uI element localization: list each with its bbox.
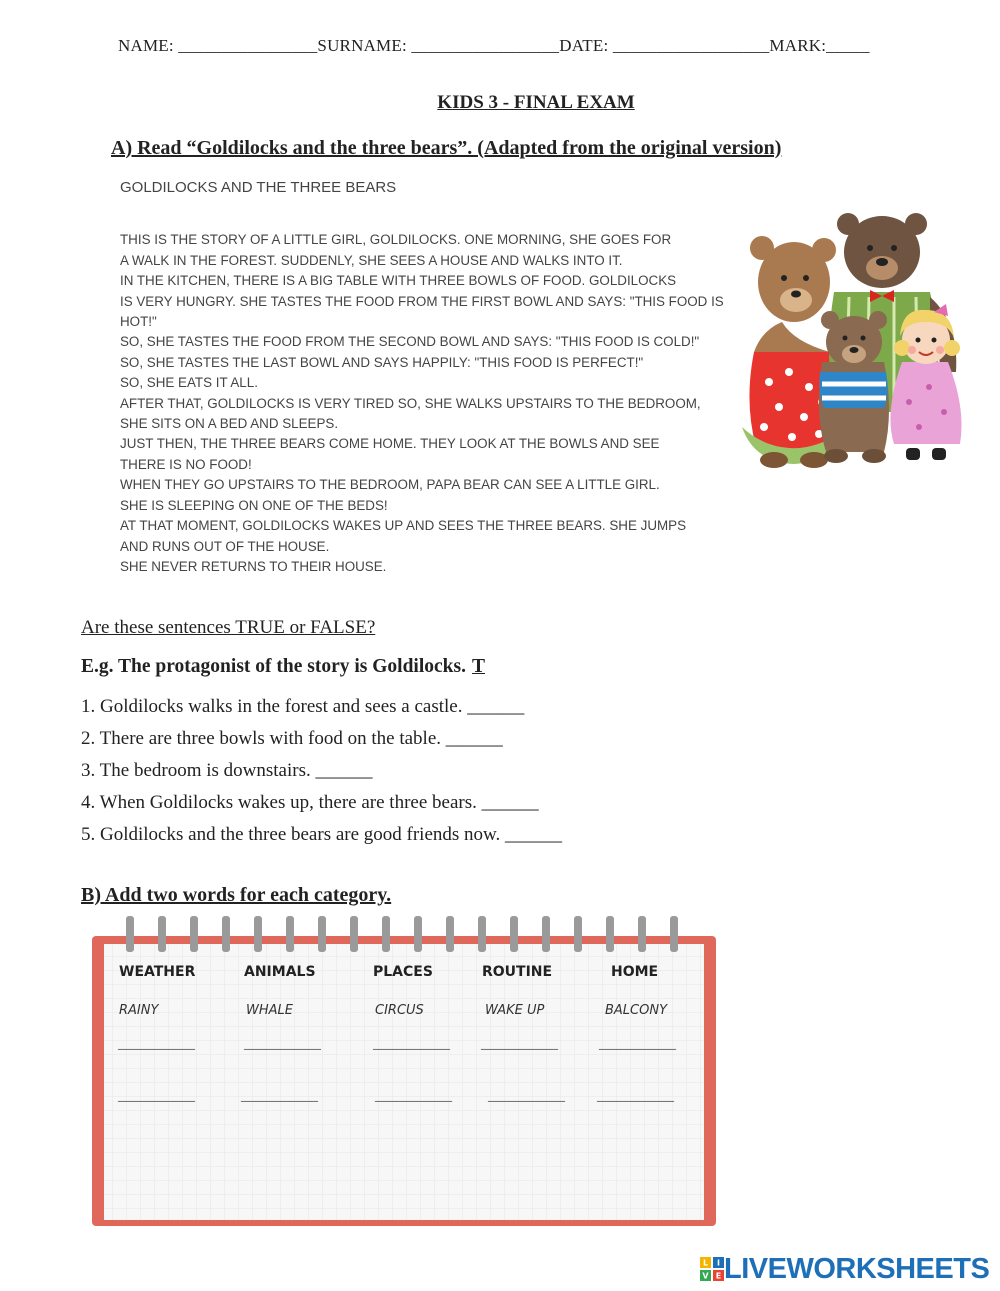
- liveworksheets-logo[interactable]: [700, 1254, 989, 1284]
- blank-weather-1[interactable]: ___________: [118, 1037, 195, 1052]
- category-places: PLACES: [373, 964, 433, 980]
- story-line: SO, SHE TASTES THE LAST BOWL AND SAYS HAPPILY: "THIS FOOD IS PERFECT!": [120, 354, 644, 370]
- story-line: A WALK IN THE FOREST. SUDDENLY, SHE SEES A HOUSE AND WALKS INTO IT.: [120, 252, 623, 268]
- story-line: AFTER THAT, GOLDILOCKS IS VERY TIRED SO, SHE WALKS UPSTAIRS TO THE BEDROOM,: [120, 395, 701, 411]
- blank-home-2[interactable]: ___________: [597, 1089, 674, 1104]
- category-routine: ROUTINE: [482, 964, 553, 980]
- story-line: IN THE KITCHEN, THERE IS A BIG TABLE WITH THREE BOWLS OF FOOD. GOLDILOCKS: [120, 273, 677, 289]
- student-info-header: NAME: ________________SURNAME: _________________DATE: __________________MARK:_____: [118, 36, 870, 55]
- example-home: BALCONY: [605, 1003, 668, 1018]
- blank-routine-1[interactable]: ___________: [481, 1037, 558, 1052]
- story-line: WHEN THEY GO UPSTAIRS TO THE BEDROOM, PAPA BEAR CAN SEE A LITTLE GIRL.: [120, 477, 660, 493]
- liveworksheets-icon: [700, 1257, 724, 1281]
- story-line: SHE IS SLEEPING ON ONE OF THE BEDS!: [120, 497, 388, 513]
- question-4[interactable]: 4. When Goldilocks wakes up, there are three bears. ______: [81, 792, 539, 813]
- example-answer: T: [471, 656, 485, 677]
- blank-weather-2[interactable]: ___________: [118, 1089, 195, 1104]
- story-text: [120, 178, 730, 577]
- story-line: THIS IS THE STORY OF A LITTLE GIRL, GOLDILOCKS. ONE MORNING, SHE GOES FOR: [120, 232, 672, 248]
- example-weather: RAINY: [119, 1003, 159, 1018]
- true-false-instructions: Are these sentences TRUE or FALSE?: [81, 617, 376, 638]
- category-animals: ANIMALS: [244, 964, 316, 980]
- story-line: JUST THEN, THE THREE BEARS COME HOME. THEY LOOK AT THE BOWLS AND SEE: [120, 436, 660, 452]
- story-line: SHE SITS ON A BED AND SLEEPS.: [120, 416, 339, 432]
- question-1[interactable]: 1. Goldilocks walks in the forest and sees a castle. ______: [81, 696, 525, 717]
- blank-routine-2[interactable]: ___________: [488, 1089, 565, 1104]
- question-5[interactable]: 5. Goldilocks and the three bears are good friends now. ______: [81, 824, 563, 845]
- story-line: AT THAT MOMENT, GOLDILOCKS WAKES UP AND SEES THE THREE BEARS. SHE JUMPS: [120, 518, 687, 534]
- story-line: THERE IS NO FOOD!: [120, 456, 252, 472]
- example-routine: WAKE UP: [485, 1003, 545, 1018]
- story-line: IS VERY HUNGRY. SHE TASTES THE FOOD FROM THE FIRST BOWL AND SAYS: "THIS FOOD IS: [120, 293, 724, 309]
- liveworksheets-wordmark: LIVEWORKSHEETS: [724, 1253, 990, 1285]
- category-weather: WEATHER: [119, 964, 196, 980]
- example-animals: WHALE: [246, 1003, 293, 1018]
- blank-places-1[interactable]: ___________: [373, 1037, 450, 1052]
- story-title: GOLDILOCKS AND THE THREE BEARS: [120, 179, 397, 196]
- example-sentence: [81, 656, 485, 678]
- logo-letter: V: [702, 1271, 709, 1281]
- logo-letter: I: [717, 1258, 720, 1268]
- three-bears-illustration: [734, 212, 968, 476]
- question-3[interactable]: 3. The bedroom is downstairs. ______: [81, 760, 373, 781]
- section-b-heading: B) Add two words for each category.: [81, 884, 392, 906]
- category-home: HOME: [611, 964, 659, 980]
- page-title: KIDS 3 - FINAL EXAM: [437, 92, 635, 113]
- question-2[interactable]: 2. There are three bowls with food on the table. ______: [81, 728, 503, 749]
- example-text: E.g. The protagonist of the story is Goldilocks.: [81, 656, 466, 677]
- example-places: CIRCUS: [375, 1003, 424, 1018]
- story-line: SHE NEVER RETURNS TO THEIR HOUSE.: [120, 558, 387, 574]
- blank-home-1[interactable]: ___________: [599, 1037, 676, 1052]
- baby-bear: [819, 311, 889, 463]
- story-line: SO, SHE TASTES THE FOOD FROM THE SECOND BOWL AND SAYS: "THIS FOOD IS COLD!": [120, 334, 700, 350]
- category-notebook: [84, 914, 722, 1236]
- story-line: AND RUNS OUT OF THE HOUSE.: [120, 538, 330, 554]
- story-line: HOT!": [120, 314, 157, 330]
- story-line: SO, SHE EATS IT ALL.: [120, 375, 258, 391]
- logo-letter: E: [715, 1271, 722, 1281]
- blank-animals-2[interactable]: ___________: [241, 1089, 318, 1104]
- blank-animals-1[interactable]: ___________: [244, 1037, 321, 1052]
- blank-places-2[interactable]: ___________: [375, 1089, 452, 1104]
- section-a-heading: A) Read “Goldilocks and the three bears”. (Adapted from the original version): [111, 137, 782, 159]
- logo-letter: L: [702, 1258, 709, 1268]
